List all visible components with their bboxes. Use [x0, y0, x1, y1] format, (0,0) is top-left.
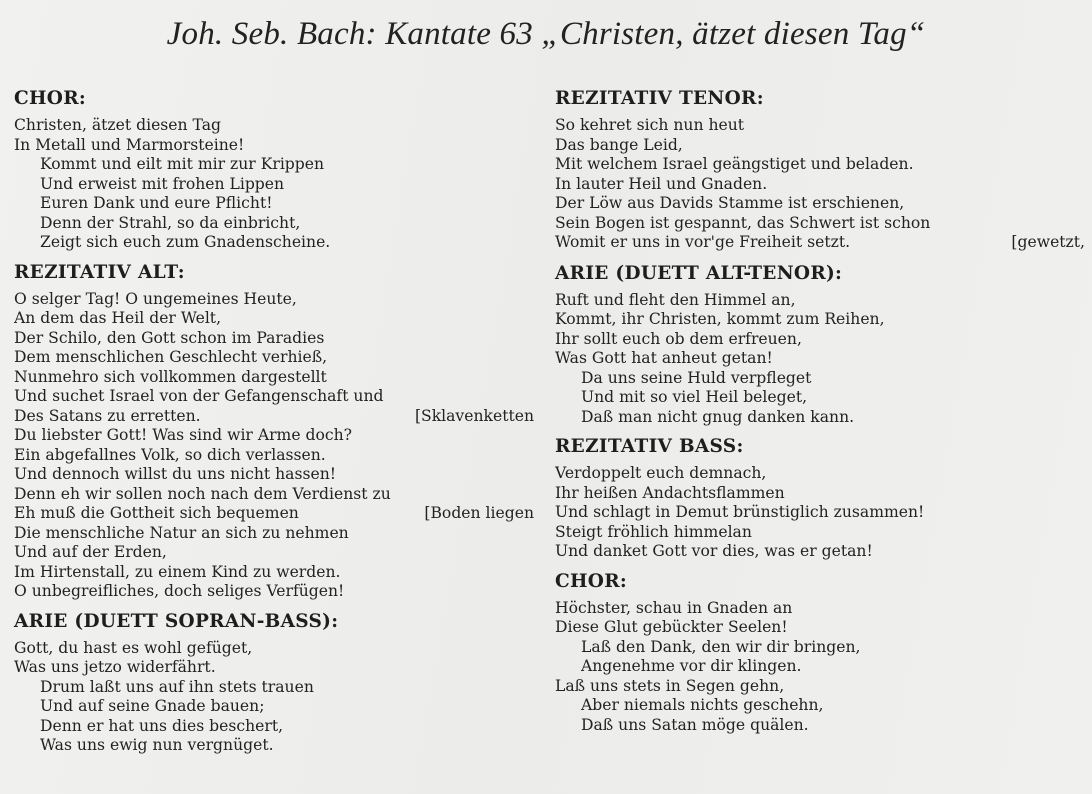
verse-text: Des Satans zu erretten.	[14, 406, 201, 425]
section-heading: ARIE (DUETT SOPRAN-BASS):	[14, 610, 339, 632]
verse-line: Ruft und fleht den Himmel an,	[555, 290, 796, 309]
section-heading: ARIE (DUETT ALT-TENOR):	[555, 262, 843, 284]
verse-line: Was uns jetzo widerfährt.	[14, 658, 216, 676]
section-chor-closing	[555, 571, 1085, 736]
verse-line	[14, 504, 534, 524]
verse-line: Ihr heißen Andachtsflammen	[555, 483, 785, 502]
verse-line: Zeigt sich euch zum Gnadenscheine.	[40, 233, 331, 251]
overflow-fragment: [gewetzt,	[1011, 233, 1085, 251]
verse-line: Daß uns Satan möge quälen.	[581, 715, 809, 734]
verse-line: Laß den Dank, den wir dir bringen,	[581, 637, 861, 656]
verse-line: Mit welchem Israel geängstiget und beladen.	[555, 155, 914, 173]
section-chor-opening	[14, 88, 534, 253]
verse-line: Und auf der Erden,	[14, 543, 167, 561]
verse-line: Ein abgefallnes Volk, so dich verlassen.	[14, 445, 326, 464]
verse-line: Und erweist mit frohen Lippen	[40, 174, 285, 193]
verse-line: Kommt und eilt mit mir zur Krippen	[40, 155, 325, 173]
verse-line: Im Hirtenstall, zu einem Kind zu werden.	[14, 562, 341, 581]
section-rezitativ-alt	[14, 262, 534, 602]
verse-line: Du liebster Gott! Was sind wir Arme doch?	[14, 426, 353, 444]
section-heading: REZITATIV ALT:	[14, 261, 185, 283]
verse-line: Nunmehro sich vollkommen dargestellt	[14, 367, 327, 386]
verse-line: Laß uns stets in Segen gehn,	[555, 676, 785, 695]
verse-line: Höchster, schau in Gnaden an	[555, 598, 793, 617]
verse-line: Steigt fröhlich himmelan	[555, 522, 752, 541]
section-arie-alt-tenor	[555, 263, 1085, 428]
verse-line: Kommt, ihr Christen, kommt zum Reihen,	[555, 310, 885, 328]
verse-line: Und mit so viel Heil beleget,	[581, 388, 808, 406]
right-column	[555, 88, 1085, 735]
verse-line: Diese Glut gebückter Seelen!	[555, 618, 788, 636]
overflow-fragment: [Sklavenketten	[414, 406, 534, 425]
verse-line: Und danket Gott vor dies, was er getan!	[555, 542, 873, 560]
verse-line: Und schlagt in Demut brünstiglich zusammen!	[555, 503, 925, 521]
verse-line: So kehret sich nun heut	[555, 116, 745, 134]
section-rezitativ-tenor	[555, 88, 1085, 253]
section-heading: REZITATIV BASS:	[555, 436, 744, 457]
verse-line	[14, 407, 534, 427]
verse-line	[555, 233, 1085, 253]
verse-line: In Metall und Marmorsteine!	[14, 135, 245, 154]
verse-line: Angenehme vor dir klingen.	[581, 657, 802, 675]
verse-line: Und auf seine Gnade bauen;	[40, 697, 265, 715]
verse-line: Der Schilo, den Gott schon im Paradies	[14, 328, 325, 347]
verse-line: Aber niemals nichts geschehn,	[581, 696, 824, 714]
verse-line: In lauter Heil und Gnaden.	[555, 174, 768, 193]
section-heading: CHOR:	[555, 570, 628, 592]
verse-line: Sein Bogen ist gespannt, das Schwert ist schon	[555, 213, 931, 232]
verse-line: Denn er hat uns dies beschert,	[40, 716, 284, 735]
verse-line: Euren Dank und eure Pflicht!	[40, 194, 273, 212]
verse-line: Drum laßt uns auf ihn stets trauen	[40, 677, 314, 696]
verse-line: Und dennoch willst du uns nicht hassen!	[14, 465, 337, 483]
verse-text: Eh muß die Gottheit sich bequemen	[14, 504, 299, 522]
verse-line: Das bange Leid,	[555, 135, 683, 154]
verse-line: Dem menschlichen Geschlecht verhieß,	[14, 348, 328, 366]
verse-line: Denn der Strahl, so da einbricht,	[40, 213, 301, 232]
verse-line: Und suchet Israel von der Gefangenschaft und	[14, 387, 384, 405]
verse-line: Daß man nicht gnug danken kann.	[581, 407, 855, 426]
verse-line: O unbegreifliches, doch seliges Verfügen!	[14, 582, 345, 600]
verse-line: Da uns seine Huld verpfleget	[581, 368, 812, 387]
verse-line: Denn eh wir sollen noch nach dem Verdienst zu	[14, 484, 391, 503]
verse-line: Was Gott hat anheut getan!	[555, 349, 773, 367]
verse-text: Womit er uns in vor'ge Freiheit setzt.	[555, 233, 851, 251]
verse-line: Christen, ätzet diesen Tag	[14, 116, 221, 134]
verse-line: Der Löw aus Davids Stamme ist erschienen,	[555, 194, 905, 212]
section-heading: CHOR:	[14, 88, 87, 109]
page-title: Joh. Seb. Bach: Kantate 63 „Christen, ätzet diesen Tag“	[166, 16, 926, 52]
verse-line: Gott, du hast es wohl gefüget,	[14, 638, 253, 657]
section-heading: REZITATIV TENOR:	[555, 88, 764, 109]
verse-line: Was uns ewig nun vergnüget.	[40, 736, 274, 754]
verse-line: Die menschliche Natur an sich zu nehmen	[14, 523, 349, 542]
verse-line: An dem das Heil der Welt,	[14, 309, 222, 327]
overflow-fragment: [Boden liegen	[424, 504, 534, 522]
verse-line: O selger Tag! O ungemeines Heute,	[14, 289, 297, 308]
verse-line: Ihr sollt euch ob dem erfreuen,	[555, 329, 802, 348]
verse-line: Verdoppelt euch demnach,	[555, 464, 767, 482]
left-column	[14, 88, 534, 756]
section-arie-sopran-bass	[14, 611, 534, 756]
section-rezitativ-bass	[555, 436, 1085, 562]
